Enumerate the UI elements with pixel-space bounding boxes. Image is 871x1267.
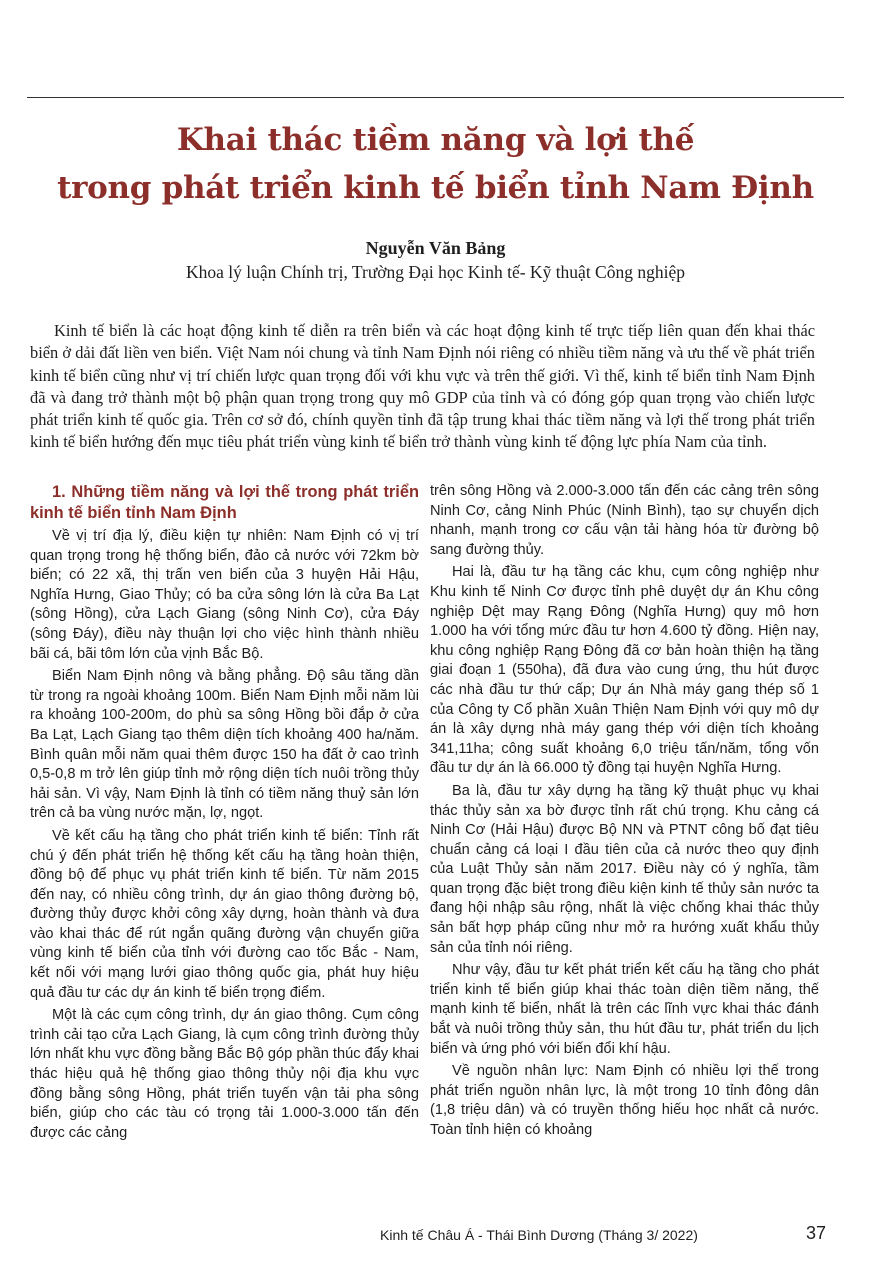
journal-footer: Kinh tế Châu Á - Thái Bình Dương (Tháng 3/ 2022) — [380, 1227, 698, 1243]
abstract: Kinh tế biển là các hoạt động kinh tế diễn ra trên biển và các hoạt động kinh tế trực tiếp liên quan đến khai thác biển ở dải đất liền ven biển. Việt Nam nói chung và tỉnh Nam Định nói riêng có nhiều tiềm năng và ưu thế về phát triển kinh tế biển cũng như vị trí chiến lược quan trọng đối với khu vực và trên thế giới. Vì thế, kinh tế biển tỉnh Nam Định đã và đang trở thành một bộ phận quan trọng trong quy mô GDP của tỉnh và có đóng góp quan trọng vào chiến lược phát triển kinh tế quốc gia. Trên cơ sở đó, chính quyền tỉnh đã tập trung khai thác tiềm năng và lợi thế trong phát triển kinh tế biển hướng đến mục tiêu phát triển vùng kinh tế biển trở thành vùng kinh tế động lực phía Nam của tỉnh. — [30, 321, 815, 452]
paragraph: Ba là, đầu tư xây dựng hạ tầng kỹ thuật phục vụ khai thác thủy sản xa bờ được tỉnh rất chú trọng. Khu cảng cá Ninh Cơ (Hải Hậu) được Bộ NN và PTNT công bố đạt tiêu chuẩn cảng cá loại I đầu tiên của cả nước theo quy định của Luật Thủy sản năm 2017. Điều này có ý nghĩa, tầm quan trọng đặc biệt trong điều kiện kinh tế thủy sản nước ta đang hội nhập sâu rộng, nhất là việc chống khai thác thủy sản bất hợp pháp cũng như mở ra hướng xuất khẩu thủy sản của tỉnh nói riêng. — [430, 782, 819, 956]
paragraph: Biển Nam Định nông và bằng phẳng. Độ sâu tăng dần từ trong ra ngoài khoảng 100m. Biển Nam Định mỗi năm lùi ra khoảng 100-200m, do phù sa sông Hồng bồi đắp ở cửa Ba Lạt, Lạch Giang tạo thêm diện tích khoảng 400 ha/năm. Bình quân mỗi năm quai thêm được 150 ha đất ở cao trình 0,5-0,8 m trở lên giúp tỉnh mở rộng diện tích nuôi trồng thủy hải sản. Vì vậy, Nam Định là tỉnh có tiềm năng thuỷ sản lớn trên cả ba vùng nước mặn, lợ, ngọt. — [30, 668, 419, 822]
paragraph: Về vị trí địa lý, điều kiện tự nhiên: Nam Định có vị trí quan trọng trong hệ thống biển, đảo cả nước với 72km bờ biển; có 22 xã, thị trấn ven biển của 3 huyện Hải Hậu, Nghĩa Hưng, Giao Thủy; có ba cửa sông lớn là cửa Ba Lạt (sông Hồng), cửa Lạch Giang (sông Ninh Cơ), cửa Đáy (sông Đáy), điều này thuận lợi cho việc hình thành nhiều bãi cá, bãi tôm lớn của vịnh Bắc Bộ. — [30, 528, 419, 662]
paragraph-continuation: trên sông Hồng và 2.000-3.000 tấn đến các cảng trên sông Ninh Cơ, cảng Ninh Phúc (Ninh Bình), tạo sự chuyển dịch nhanh, mạnh trong cơ cấu vận tải hàng hóa từ đường bộ sang đường thủy. — [430, 483, 819, 558]
section-heading: 1. Những tiềm năng và lợi thế trong phát triển kinh tế biển tỉnh Nam Định — [30, 483, 419, 522]
paragraph: Hai là, đầu tư hạ tầng các khu, cụm công nghiệp như Khu kinh tế Ninh Cơ được tỉnh phê duyệt dự án Khu công nghiệp Dệt may Rạng Đông (Nghĩa Hưng) quy mô hơn 1.000 ha với tổng mức đầu tư hơn 4.600 tỷ đồng. Hiện nay, khu công nghiệp Rạng Đông đã cơ bản hoàn thiện hạ tầng giai đoạn 1 (550ha), đã đưa vào cung ứng, thu hút được các nhà đầu tư thứ cấp; Dự án Nhà máy gang thép số 1 của Công ty Cổ phần Xuân Thiện Nam Định với quy mô dự án là xây dựng nhà máy gang thép với diện tích khoảng 341,11ha; công suất khoảng 6,0 triệu tấn/năm, tổng vốn đầu tư dự án là 66.000 tỷ đồng tại huyện Nghĩa Hưng. — [430, 564, 819, 777]
paragraph: Như vậy, đầu tư kết phát triển kết cấu hạ tầng cho phát triển kinh tế biển giúp khai thác toàn diện tiềm năng, thế mạnh kinh tế biển, nhất là trên các lĩnh vực khai thác đánh bắt và nuôi trồng thủy sản, thu hút đầu tư, phát triển du lịch biển và ứng phó với biến đổi khí hậu. — [430, 962, 819, 1057]
article-title-line-1: Khai thác tiềm năng và lợi thế — [176, 122, 695, 158]
paragraph: Một là các cụm công trình, dự án giao thông. Cụm công trình cải tạo cửa Lạch Giang, là cụm công trình đường thủy lớn nhất khu vực đồng bằng Bắc Bộ góp phần thúc đẩy khai thác hiệu quả hệ thống giao thông thủy nội địa khu vực đồng bằng sông Hồng, phát triển tuyến vận tải pha sông biển, giúp cho các tàu có trọng tải 1.000-3.000 tấn đến được các cảng — [30, 1007, 419, 1141]
paragraph: Về nguồn nhân lực: Nam Định có nhiều lợi thế trong phát triển nguồn nhân lực, là một trong 10 tỉnh đông dân (1,8 triệu dân) và có truyền thống hiếu học nhất cả nước. Toàn tỉnh hiện có khoảng — [430, 1063, 819, 1138]
header-rule — [27, 97, 844, 98]
page-number: 37 — [806, 1223, 827, 1243]
article-title-line-2: trong phát triển kinh tế biển tỉnh Nam Định — [57, 170, 814, 206]
left-column — [30, 482, 419, 1146]
right-column — [430, 482, 819, 1144]
author-affiliation: Khoa lý luận Chính trị, Trường Đại học Kinh tế- Kỹ thuật Công nghiệp — [186, 262, 685, 282]
author-name: Nguyễn Văn Bảng — [365, 238, 506, 258]
paragraph: Về kết cấu hạ tầng cho phát triển kinh tế biển: Tỉnh rất chú ý đến phát triển hệ thống kết cấu hạ tầng hoàn thiện, đồng bộ để phục vụ phát triển kinh tế biển. Từ năm 2015 đến nay, có nhiều công trình, dự án giao thông đường bộ, đường thủy được khởi công xây dựng, hoàn thành và đưa vào khai thác để rút ngắn quãng đường vận chuyển giữa vùng kinh tế biển của tỉnh với đường cao tốc Bắc - Nam, kết nối với mạng lưới giao thông quốc gia, phát huy hiệu quả đầu tư các dự án kinh tế biển trọng điểm. — [30, 827, 419, 1001]
